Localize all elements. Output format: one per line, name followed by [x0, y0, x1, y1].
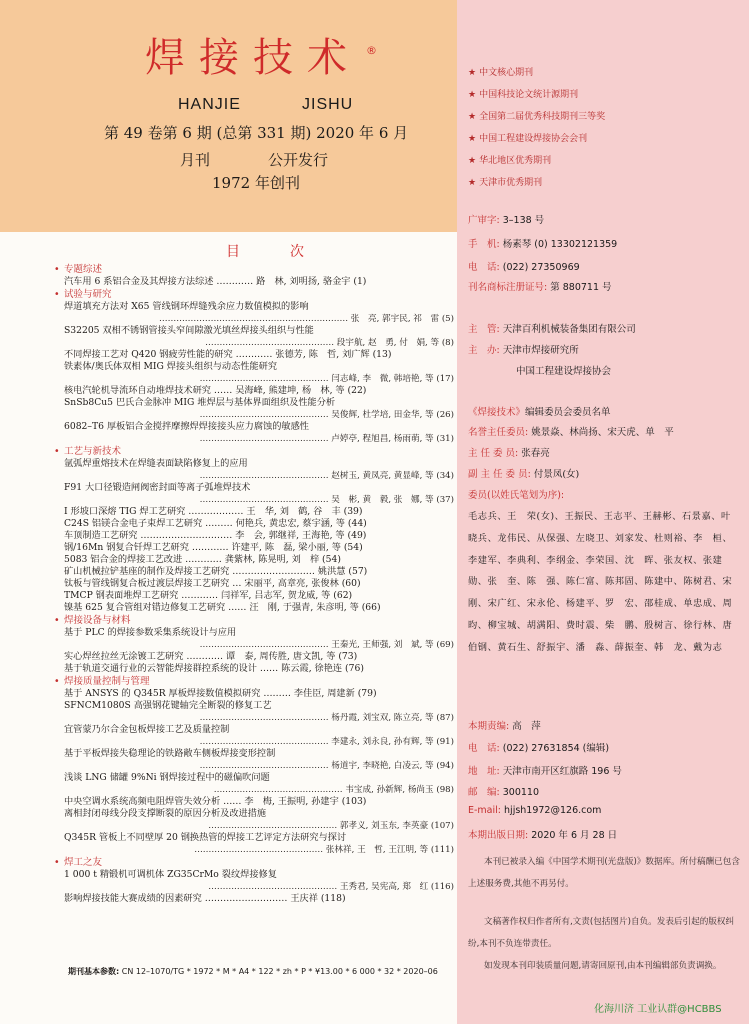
toc-entry-authors: ……………………………………… 韦宝成, 孙新辉, 杨尚玉 (98) [213, 785, 454, 795]
toc-entry[interactable]: SnSb8Cu5 巴氏合金脉冲 MIG 堆焊层与基体界面组织及性能分析 [64, 397, 336, 408]
table-of-contents [54, 263, 456, 905]
toc-entry[interactable]: TMCP 钢表面堆焊工艺研究 ………… 闫祥军, 吕志军, 贺龙威, 等 (62) [64, 590, 353, 601]
toc-entry[interactable]: SFNCM1080S 高强钢花键轴完全断裂的修复工艺 [64, 700, 272, 711]
bullet-icon: • [54, 857, 60, 868]
sponsor-2: 中国工程建设焊接协会 [516, 366, 612, 377]
toc-entry[interactable]: 钢/16Mn 钢复合钎焊工艺研究 ………… 许建平, 陈 磊, 梁小丽, 等 (54) [64, 542, 363, 553]
toc-entry-authors: ……………………………………… 吴俊辉, 杜学培, 田金华, 等 (26) [199, 410, 454, 420]
committee-heading: 《焊接技术》编辑委员会委员名单 [468, 407, 611, 418]
toc-entry-authors: ………………………………………………………… 张 亮, 郭宇民, 祁 雷 (5) [159, 314, 454, 324]
issue-editor: 本期责编: 高 萍 [468, 721, 541, 732]
honorary-directors: 名誉主任委员: 姚景焱、林尚扬、宋天虎、单 平 [468, 427, 674, 438]
toc-entry[interactable]: 基于 PLC 的焊接参数采集系统设计与应用 [64, 627, 237, 638]
issue-line: 第 49 卷第 6 期 (总第 331 期) 2020 年 6 月 [104, 124, 409, 142]
toc-entry[interactable]: C24S 铝镁合金电子束焊工艺研究 ……… 何艳兵, 黄忠宏, 蔡宇涵, 等 (44) [64, 518, 367, 529]
toc-entry[interactable]: 宜管蒙乃尔合金包板焊接工艺及质量控制 [64, 724, 230, 735]
frequency: 月刊 [180, 151, 211, 169]
telephone: 电 话: (022) 27350969 [468, 262, 580, 273]
toc-entry[interactable]: 核电汽轮机导流环自动堆焊技术研究 …… 吴海峰, 熊建坤, 杨 林, 等 (22) [64, 385, 367, 396]
honor-item: ★ 中文核心期刊 [468, 68, 534, 78]
toc-entry-authors: ……………………………………… 吴 彬, 黄 毅, 张 娜, 等 (37) [199, 495, 454, 505]
registered-mark: ® [366, 44, 377, 57]
honor-item: ★ 中国工程建设焊接协会会刊 [468, 134, 588, 144]
toc-entry[interactable]: 5083 铝合金的焊接工艺改进 ………… 龚紫林, 陈晃明, 刘 梓 (54) [64, 554, 341, 565]
star-icon: ★ [468, 112, 477, 122]
committee-members: 毛志兵、王 荣(女)、王振民、王志平、王赫彬、石景嘉、叶晓兵、龙伟民、从保强、左晓卫、刘家发、杜则裕、李 桓、李建军、李典利、李纲金、李荣国、沈 晖、张友权、张建勋、张 奎、陈 强、陈仁富、陈邦固、陈建中、陈树君、宋 刚、宋广红、宋永伦、杨建平、罗 宏、邵桂成、单忠成、周 昀、柳宝城、胡满阳、费时震、柴 鹏、殷树言、徐行林、唐伯钢、黄石生、舒振宇、潘 淼、薛振奎、韩 龙、戴为志 [468, 511, 743, 653]
toc-entry[interactable]: 浅谈 LNG 储罐 9%Ni 钢焊接过程中的磁偏吹问题 [64, 772, 270, 783]
editorial-phone: 电 话: (022) 27631854 (编辑) [468, 743, 610, 754]
toc-section-heading: • 焊接质量控制与管理 [54, 676, 150, 687]
toc-entry-authors: ……………………………………… 闫志峰, 李 微, 韩培艳, 等 (17) [199, 374, 454, 384]
toc-section-heading: • 工艺与新技术 [54, 446, 122, 457]
toc-entry-authors: ……………………………………… 段宇航, 赵 勇, 付 娟, 等 (8) [205, 338, 454, 348]
honor-item: ★ 全国第二届优秀科技期刊三等奖 [468, 112, 606, 122]
masthead [0, 0, 457, 232]
pinyin-hanjie: HANJIE [178, 96, 241, 113]
toc-entry-authors: ……………………………………… 杨道宇, 李晓艳, 白凌云, 等 (94) [199, 761, 454, 771]
director: 主 任 委 员: 张春亮 [468, 448, 550, 459]
distribution: 公开发行 [268, 151, 329, 169]
toc-entry[interactable]: 汽车用 6 系铝合金及其焊接方法综述 ………… 路 林, 刘明扬, 骆金宇 (1) [64, 276, 367, 287]
bullet-icon: • [54, 264, 60, 275]
journal-parameters: 期刊基本参数: CN 12–1070/TG * 1972 * M * A4 * 122 * zh * P * ¥13.00 * 6 000 * 32 * 2020–06 [68, 967, 438, 976]
toc-title: 目 次 [226, 244, 322, 260]
toc-entry[interactable]: 影响焊接技能大赛成绩的因素研究 ……………………… 王庆祥 (118) [64, 893, 346, 904]
toc-entry-authors: ……………………………………… 杨丹霞, 刘宝双, 陈立亮, 等 (87) [199, 713, 454, 723]
star-icon: ★ [468, 156, 477, 166]
toc-entry[interactable]: I 形坡口深熔 TIG 焊工艺研究 ……………… 王 华, 刘 鹤, 谷 丰 (39) [64, 506, 363, 517]
toc-entry[interactable]: 焊道填充方法对 X65 管线钢环焊缝残余应力数值模拟的影响 [64, 301, 309, 312]
bullet-icon: • [54, 289, 60, 300]
toc-entry-authors: ……………………………………… 李建永, 刘永良, 孙有辉, 等 (91) [199, 737, 454, 747]
notice-quality: 如发现本刊印装质量问题,请寄回原刊,由本刊编辑部负责调换。 [484, 961, 722, 971]
toc-entry[interactable]: Q345R 管板上不同壁厚 20 钢换热管的焊接工艺评定方法研究与探讨 [64, 832, 347, 843]
toc-entry[interactable]: 离相封闭母线分段支撑断裂的原因分析及改进措施 [64, 808, 267, 819]
toc-entry-authors: ……………………………………… 赵树玉, 黄凤亮, 黄显峰, 等 (34) [199, 471, 454, 481]
toc-entry[interactable]: F91 大口径锻造闸阀密封面等离子弧堆焊技术 [64, 482, 251, 493]
toc-section-heading: • 焊接设备与材料 [54, 615, 131, 626]
supervisor: 主 管: 天津百利机械装备集团有限公司 [468, 324, 636, 335]
bullet-icon: • [54, 676, 60, 687]
toc-entry[interactable]: 中央空调水系统高频电阻焊管失效分析 …… 李 梅, 王振明, 孙建宇 (103) [64, 796, 367, 807]
bullet-icon: • [54, 446, 60, 457]
toc-entry-authors: ……………………………………… 卢婷亭, 程旭昌, 杨雨萌, 等 (31) [199, 434, 454, 444]
toc-entry[interactable]: 基于 ANSYS 的 Q345R 厚板焊接数值模拟研究 ……… 李佳臣, 周建新 (79) [64, 688, 377, 699]
toc-entry[interactable]: 不同焊接工艺对 Q420 钢疲劳性能的研究 ………… 张德芳, 陈 哲, 刘广辉 (13) [64, 349, 392, 360]
toc-entry[interactable]: 氩弧焊重熔技术在焊缝表面缺陷修复上的应用 [64, 458, 248, 469]
toc-entry-authors: ……………………………………… 王秦光, 王师强, 刘 斌, 等 (69) [199, 640, 454, 650]
members-heading: 委员(以姓氏笔划为序): [468, 490, 565, 501]
toc-entry[interactable]: S32205 双相不锈钢管接头窄间隙激光填丝焊接头组织与性能 [64, 325, 314, 336]
publication-date: 本期出版日期: 2020 年 6 月 28 日 [468, 830, 618, 841]
watermark: 化海川济 工业认群@HCBBS [594, 1004, 722, 1015]
toc-section-heading: • 试验与研究 [54, 289, 112, 300]
toc-entry[interactable]: 铁素体/奥氏体双相 MIG 焊接头组织与动态性能研究 [64, 361, 278, 372]
founded-year: 1972 年创刊 [212, 174, 300, 192]
toc-entry-authors: ……………………………………… 郭孝义, 刘玉东, 李英豪 (107) [208, 821, 454, 831]
toc-section-heading: • 焊工之友 [54, 857, 103, 868]
toc-entry[interactable]: 基于平板焊接失稳理论的铁路敞车侧板焊接变形控制 [64, 748, 276, 759]
journal-title: 焊接技术 [145, 35, 361, 81]
trademark-number: 刊名商标注册证号: 第 880711 号 [468, 282, 612, 293]
honor-item: ★ 华北地区优秀期刊 [468, 156, 552, 166]
toc-entry[interactable]: 钛板与管线钢复合板过渡层焊接工艺研究 … 宋丽平, 高章亮, 张俊林 (60) [64, 578, 361, 589]
notice-database: 本刊已被录入编《中国学术期刊(光盘版)》数据库。所付稿酬已包含上述服务费,其他不再另付。 [468, 857, 740, 889]
honor-item: ★ 天津市优秀期刊 [468, 178, 543, 188]
toc-entry-authors: ……………………………………… 王秀君, 吴宪高, 郑 红 (116) [208, 882, 454, 892]
star-icon: ★ [468, 90, 477, 100]
toc-entry[interactable]: 基于轨道交通行业的云智能焊接群控系统的设计 …… 陈云霞, 徐艳连 (76) [64, 663, 364, 674]
star-icon: ★ [468, 178, 477, 188]
toc-entry[interactable]: 实心焊丝拉丝无涂镀工艺研究 ………… 谭 泰, 周传胜, 唐文凯, 等 (73) [64, 651, 358, 662]
honor-item: ★ 中国科技论文统计源期刊 [468, 90, 579, 100]
toc-entry[interactable]: 1 000 t 精锻机可调机体 ZG35CrMo 裂纹焊接修复 [64, 869, 277, 880]
pinyin-jishu: JISHU [302, 96, 354, 113]
deputy-director: 副 主 任 委 员: 付景凤(女) [468, 469, 580, 480]
toc-entry[interactable]: 矿山机械拉铲基座的制作及焊接工艺研究 ……………………… 姚洪慧 (57) [64, 566, 368, 577]
bullet-icon: • [54, 615, 60, 626]
honors-list [468, 62, 605, 194]
star-icon: ★ [468, 68, 477, 78]
email: E-mail: hjjsh1972@126.com [468, 805, 602, 816]
mobile-phone: 手 机: 杨素琴 (0) 13302121359 [468, 239, 618, 250]
postcode: 邮 编: 300110 [468, 787, 539, 798]
star-icon: ★ [468, 134, 477, 144]
address: 地 址: 天津市南开区红旗路 196 号 [468, 766, 622, 777]
notice-copyright: 文稿著作权归作者所有,文责(包括图片)自负。发表后引起的版权纠纷,本刊不负连带责任。 [468, 917, 735, 949]
toc-entry[interactable]: 6082–T6 厚板铝合金搅拌摩擦焊焊接接头应力腐蚀的敏感性 [64, 421, 309, 432]
toc-section-heading: • 专题综述 [54, 264, 103, 275]
ad-license: 广审字: 3–138 号 [468, 215, 545, 226]
sponsor: 主 办: 天津市焊接研究所 [468, 345, 579, 356]
toc-entry-authors: ……………………………………… 张林祥, 王 哲, 王江明, 等 (111) [194, 845, 454, 855]
toc-entry[interactable]: 镍基 625 复合管组对错边修复工艺研究 …… 汪 刚, 于强青, 朱彦明, 等 (66) [64, 602, 381, 613]
toc-entry[interactable]: 车顶制造工艺研究 ………………………… 李 会, 郭继祥, 王海艳, 等 (49) [64, 530, 367, 541]
